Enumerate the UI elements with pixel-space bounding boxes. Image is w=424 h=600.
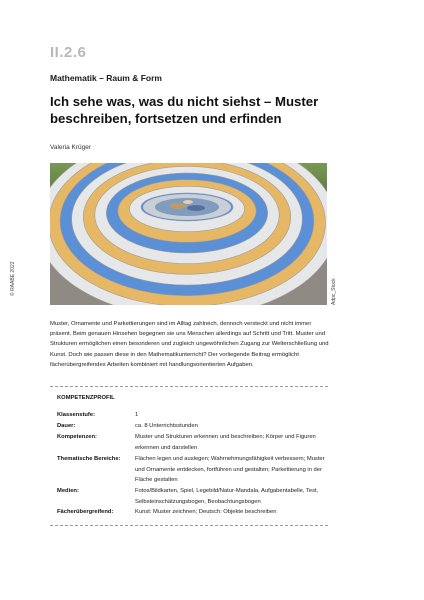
profile-label: Klassenstufe:: [57, 412, 96, 418]
profile-value: Kunst: Muster zeichnen; Deutsch: Objekte beschreiben: [135, 509, 277, 515]
document-title: Ich sehe was, was du nicht siehst – Muster beschreiben, fortsetzen und erfinden: [50, 94, 319, 126]
mosaic-rings: [50, 163, 327, 305]
profile-value: Muster und Strukturen erkennen und beschreiben; Körper und Figuren erkennen und darstellen: [135, 434, 316, 451]
profile-label: Medien:: [57, 488, 79, 494]
author-name: Valeria Krüger: [50, 144, 92, 151]
mosaic-photo: [50, 163, 327, 305]
subject-heading: Mathematik – Raum & Form: [50, 73, 162, 83]
section-number: II.2.6: [50, 44, 87, 61]
profile-top-divider: [50, 386, 328, 387]
photo-credit: Adpc_Stock: [331, 278, 337, 305]
profile-label: Thematische Bereiche:: [57, 456, 121, 462]
profile-heading: KOMPETENZPROFIL: [57, 395, 115, 401]
profile-value: ca. 8 Unterrichtsstunden: [135, 423, 198, 429]
intro-paragraph: Muster, Ornamente und Parkettierungen sind im Alltag zahlreich, dennoch versteckt und nicht immer präsent. Beim genauen Hinsehen begegnen sie uns Menschen allerdings auf Schritt und Tritt. Muster und Strukturen ermöglichen einen besonderen und zugleich ungewöhnlichen Zugang zur Welterschließung und Kunst. Doch wie passen diese in den Mathematikunterricht? Der vorliegende Beitrag ermöglicht fächerübergreifendes Arbeiten kombiniert mit handlungsorientierten Aufgaben.: [50, 321, 329, 368]
profile-value: Flächen legen und auslegen; Wahrnehmungsfähigkeit verbessern; Muster und Ornamente entdecken, fortführen und gestalten; Parkettierung in der Fläche gestalten: [135, 456, 325, 484]
profile-bottom-divider: [50, 525, 328, 526]
profile-label: Kompetenzen:: [57, 434, 97, 440]
profile-label: Dauer:: [57, 423, 76, 429]
copyright-notice: © RAABE 2022: [10, 261, 16, 296]
profile-value: Fotos/Bildkarten, Spiel, Legebild/Natur-Mandala, Aufgabentabelle, Test, Selbsteinschätzungsbogen, Beobachtungsbogen: [135, 488, 319, 505]
profile-label: Fächerübergreifend:: [57, 509, 114, 515]
profile-value: 1: [135, 412, 139, 418]
